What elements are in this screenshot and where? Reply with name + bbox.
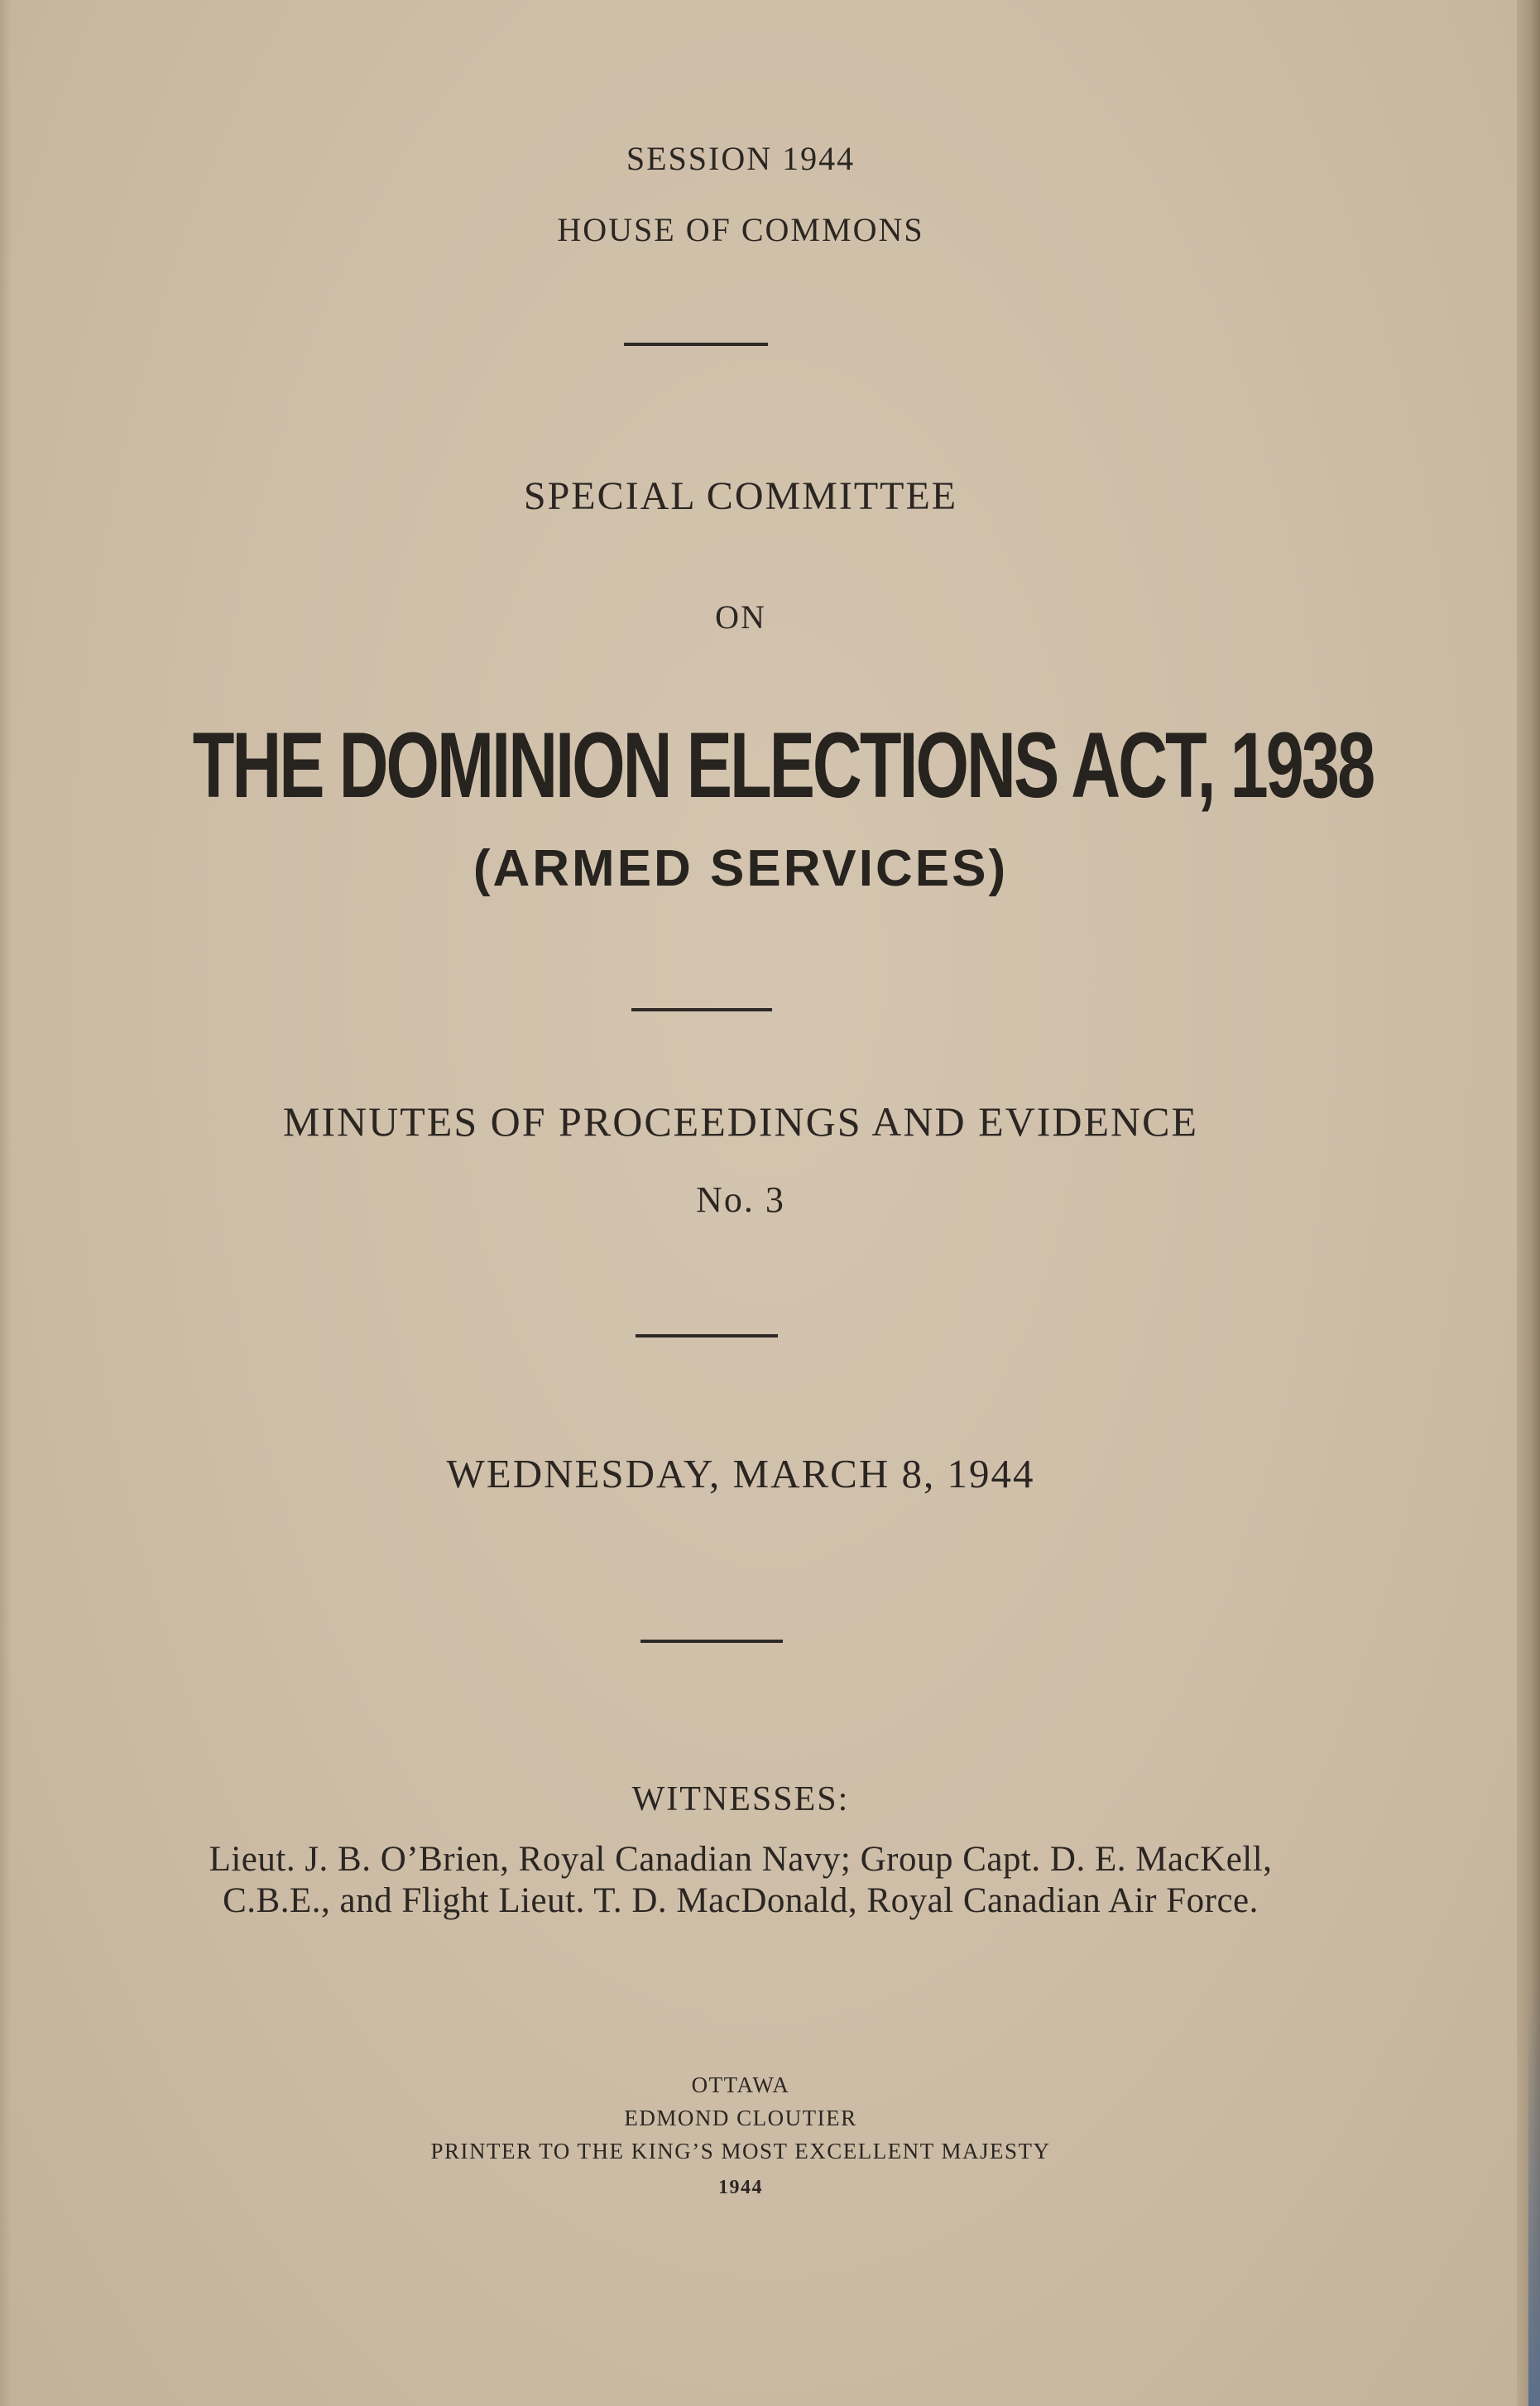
imprint-printer: EDMOND CLOUTIER (624, 2106, 857, 2130)
imprint-year: 1944 (718, 2177, 763, 2198)
divider-rule-3 (636, 1334, 778, 1337)
session-line: SESSION 1944 (626, 140, 856, 177)
divider-rule-1 (624, 343, 768, 346)
house-line: HOUSE OF COMMONS (557, 211, 924, 248)
main-subtitle: (ARMED SERVICES) (473, 840, 1009, 897)
imprint-title: PRINTER TO THE KING’S MOST EXCELLENT MAJESTY (430, 2139, 1051, 2163)
proceedings-heading: MINUTES OF PROCEEDINGS AND EVIDENCE (282, 1098, 1199, 1145)
witnesses-line-2: C.B.E., and Flight Lieut. T. D. MacDonald, Royal Canadian Air Force. (223, 1881, 1259, 1920)
committee-name: SPECIAL COMMITTEE (523, 474, 958, 518)
imprint-city: OTTAWA (691, 2072, 790, 2097)
main-title: THE DOMINION ELECTIONS ACT, 1938 (192, 713, 1374, 817)
witnesses-heading: WITNESSES: (631, 1780, 850, 1818)
proceedings-number: No. 3 (696, 1179, 785, 1220)
witnesses-line-1: Lieut. J. B. O’Brien, Royal Canadian Navy; Group Capt. D. E. MacKell, (209, 1840, 1273, 1879)
divider-rule-4 (640, 1640, 783, 1643)
binding-cloth-edge (1528, 1976, 1540, 2406)
divider-rule-2 (631, 1008, 772, 1011)
committee-on: ON (715, 598, 766, 636)
meeting-date: WEDNESDAY, MARCH 8, 1944 (446, 1451, 1035, 1496)
